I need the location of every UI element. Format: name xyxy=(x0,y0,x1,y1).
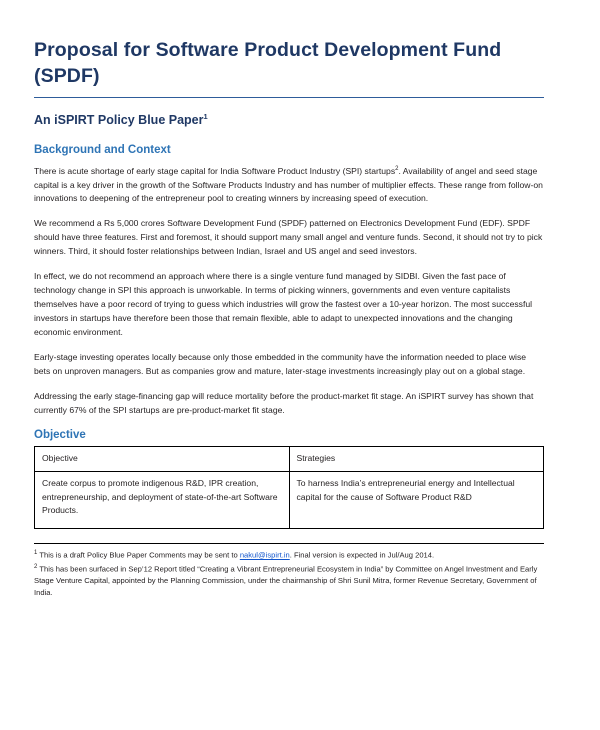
footnote-1 xyxy=(34,549,544,561)
document-subtitle xyxy=(34,112,544,127)
paragraph-4: Early-stage investing operates locally because only those embedded in the community have the information needed to place wise bets on unproven managers. But as companies grow and mature, later-stage investments increasingly play out on a global stage. xyxy=(34,351,527,376)
footnotes xyxy=(34,543,544,598)
paragraph-1-footnote-marker: 2 xyxy=(395,165,399,172)
page-title: Proposal for Software Product Development Fund (SPDF) xyxy=(34,39,502,87)
table-cell-strategies: To harness India’s entrepreneurial energy and Intellectual capital for the cause of Software Product R&D xyxy=(289,472,544,529)
table-column-strategies: Strategies xyxy=(289,447,544,472)
footnote-2-marker: 2 xyxy=(34,563,38,570)
section-heading-background: Background and Context xyxy=(34,143,171,156)
table-cell-objective: Create corpus to promote indigenous R&D, IPR creation, entrepreneurship, and deployment of state-of-the-art Software Products. xyxy=(35,472,290,529)
paragraph-1-text-after: . Availability of angel and seed stage capital is a key driver in the growth of the Software Products Industry and has number of multiplier effects. These range from follow-on innovations to deepening of the entrepreneur pool to creating winners by increasing speed of execution. xyxy=(34,165,543,204)
footnote-email-link[interactable]: nakul@ispirt.in xyxy=(239,550,290,560)
title-divider xyxy=(34,97,544,98)
section-heading-objective: Objective xyxy=(34,429,86,442)
footnote-1-text-after: . Final version is expected in Jul/Aug 2014. xyxy=(289,550,435,560)
footnote-2-text: This has been surfaced in Sep’12 Report titled “Creating a Vibrant Entrepreneurial Ecosystem in India” by Committee on Angel Investment and Early Stage Venture Capital, appointed by the Planning Commission, under the chairmanship of Shri Sunil Mitra, former Revenue Secretary, Government of India. xyxy=(34,564,538,597)
table-row xyxy=(35,472,544,529)
subtitle-text: An iSPIRT Policy Blue Paper xyxy=(34,113,204,128)
footnote-1-text-before: This is a draft Policy Blue Paper Comments may be sent to xyxy=(39,550,240,560)
subtitle-footnote-marker: 1 xyxy=(203,112,208,122)
paragraph-2: We recommend a Rs 5,000 crores Software Development Fund (SPDF) patterned on Electronics Development Fund (EDF). SPDF should have three features. First and foremost, it should support many small angel and venture funds. Second, it should not try to pick winners. Third, it should foster relationships between Indian, Israel and US angel and seed investors. xyxy=(34,218,543,257)
paragraph-5: Addressing the early stage-financing gap will reduce mortality before the product-market fit stage. An iSPIRT survey has shown that currently 67% of the SPI startups are pre-product-market fit stage. xyxy=(34,390,534,415)
table-header-row xyxy=(35,447,544,472)
paragraph-1 xyxy=(34,165,544,207)
paragraph-3: In effect, we do not recommend an approach where there is a single venture fund managed by SIDBI. Given the fast pace of technology change in SPI this approach is unworkable. In terms of picking winners, governments and even venture capitalists themselves have a poor record of trying to guess which industries will grow the fastest over a 10-year horizon. The most successful investors in startups have therefore been those that remain flexible, able to adapt to unexpected innovations and the changing economic environment. xyxy=(34,271,533,337)
paragraph-1-text-before: There is acute shortage of early stage capital for India Software Product Industry (SPI) startups xyxy=(34,165,396,176)
table-column-objective: Objective xyxy=(35,447,290,472)
footnote-1-marker: 1 xyxy=(34,550,38,557)
footnote-2 xyxy=(34,563,544,599)
objective-table xyxy=(34,446,544,529)
